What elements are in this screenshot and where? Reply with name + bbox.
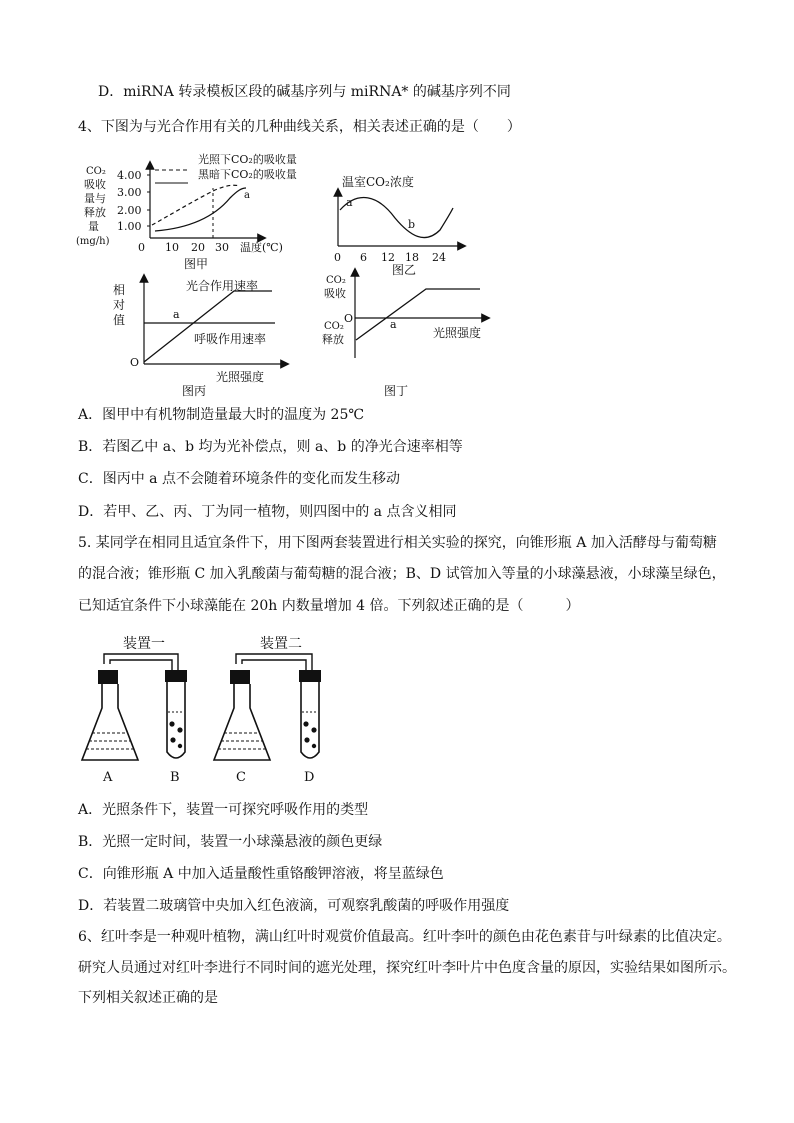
ding-bottom-label-2: 释放	[322, 333, 344, 346]
device-2	[214, 654, 321, 785]
q6-line2: 研究人员通过对红叶李进行不同时间的遮光处理，探究红叶李叶片中色度含量的原因，实验结果如图所示。	[78, 960, 736, 976]
q5-option-a: A．光照条件下，装置一可探究呼吸作用的类型	[78, 802, 369, 818]
yi-xtick-4: 24	[432, 251, 446, 264]
jia-xtick-3: 30	[215, 241, 229, 254]
figure-bing	[113, 278, 285, 398]
yi-xtick-0: 0	[334, 251, 341, 264]
stopper-b	[165, 670, 187, 682]
bing-curve-resp: 呼吸作用速率	[194, 332, 267, 346]
device-1	[82, 654, 187, 785]
jia-y-label-4: 释放	[84, 206, 106, 219]
jia-caption: 图甲	[184, 257, 209, 271]
jia-ytick-1: 1.00	[117, 220, 142, 233]
device2-label: 装置二	[260, 636, 302, 652]
yi-xtick-1: 6	[360, 251, 367, 264]
q5-stem-line1: 5. 某同学在相同且适宜条件下，用下图两套装置进行相关实验的探究，向锥形瓶 A 加入活酵母与葡萄糖	[78, 535, 717, 551]
jia-dark-curve	[155, 188, 246, 231]
ding-top-label-2: 吸收	[324, 287, 346, 300]
jia-xtick-1: 10	[165, 241, 179, 254]
jia-y-label-2: 吸收	[84, 178, 106, 191]
q6-line3: 下列相关叙述正确的是	[78, 990, 218, 1006]
yi-xtick-2: 12	[381, 251, 395, 264]
yi-title: 温室CO₂浓度	[342, 175, 414, 189]
ding-point-a: a	[390, 318, 397, 331]
ding-origin: O	[344, 312, 354, 325]
q4-option-a: A．图甲中有机物制造量最大时的温度为 25℃	[78, 407, 365, 423]
q4-option-d: D．若甲、乙、丙、丁为同一植物，则四图中的 a 点含义相同	[78, 504, 457, 520]
jia-y-label-1: CO₂	[86, 166, 106, 177]
yi-xtick-3: 18	[405, 251, 419, 264]
stopper-a	[98, 670, 118, 684]
stopper-c	[230, 670, 250, 684]
figure-ding	[322, 272, 486, 398]
jia-xtick-0: 0	[138, 241, 145, 254]
ding-caption: 图丁	[384, 384, 409, 398]
yi-caption: 图乙	[392, 263, 417, 277]
bing-curve-photo: 光合作用速率	[186, 279, 259, 293]
jia-legend-dark: 黑暗下CO₂的吸收量	[198, 168, 297, 181]
device1-label: 装置一	[123, 636, 165, 652]
label-d: D	[304, 770, 315, 785]
q4-stem: 4、下图为与光合作用有关的几种曲线关系，相关表述正确的是（ ）	[78, 119, 521, 135]
figure-jia	[76, 152, 297, 271]
bing-y-label-2: 对	[113, 298, 126, 312]
jia-ytick-4: 4.00	[117, 169, 142, 182]
q5-stem-line2: 的混合液；锥形瓶 C 加入乳酸菌与葡萄糖的混合液；B、D 试管加入等量的小球藻悬液，小球藻呈绿色，	[78, 566, 726, 582]
bing-x-label: 光照强度	[216, 370, 265, 384]
q5-stem-line3: 已知适宜条件下小球藻能在 20h 内数量增加 4 倍。下列叙述正确的是（ ）	[78, 598, 580, 614]
q4-option-b: B．若图乙中 a、b 均为光补偿点，则 a、b 的净光合速率相等	[78, 439, 463, 455]
yi-point-a: a	[346, 196, 353, 209]
q6-line1: 6、红叶李是一种观叶植物，满山红叶时观赏价值最高。红叶李叶的颜色由花色素苷与叶绿素的比值决定。	[78, 929, 731, 945]
yi-point-b: b	[408, 218, 416, 231]
figure-yi	[334, 174, 462, 277]
flask-a	[82, 684, 138, 760]
bing-point-a: a	[173, 308, 180, 321]
tube-d	[301, 682, 319, 758]
label-c: C	[236, 770, 246, 785]
ding-bottom-label-1: CO₂	[324, 321, 344, 332]
bing-origin: O	[130, 356, 140, 369]
bing-photo-line	[144, 291, 272, 362]
jia-point-a: a	[244, 190, 250, 201]
ding-curve	[356, 289, 480, 340]
q3-option-d: D．miRNA 转录模板区段的碱基序列与 miRNA* 的碱基序列不同	[98, 84, 511, 100]
jia-xtick-2: 20	[191, 241, 205, 254]
bing-y-label-3: 值	[113, 313, 126, 327]
label-b: B	[170, 770, 180, 785]
q5-option-b: B．光照一定时间，装置一小球藻悬液的颜色更绿	[78, 834, 383, 850]
jia-y-label-3: 量与	[84, 192, 106, 205]
jia-y-unit: (mg/h)	[76, 236, 110, 247]
stopper-d	[299, 670, 321, 682]
ding-top-label-1: CO₂	[326, 275, 346, 286]
jia-ytick-3: 3.00	[117, 186, 142, 199]
bing-caption: 图丙	[182, 384, 207, 398]
ding-x-label: 光照强度	[433, 326, 482, 340]
q5-option-c: C．向锥形瓶 A 中加入适量酸性重铬酸钾溶液，将呈蓝绿色	[78, 866, 444, 882]
jia-light-curve	[152, 185, 240, 225]
q5-option-d: D．若装置二玻璃管中央加入红色液滴，可观察乳酸菌的呼吸作用强度	[78, 898, 510, 914]
yi-curve	[340, 198, 453, 238]
jia-legend-light: 光照下CO₂的吸收量	[198, 153, 297, 166]
jia-ytick-2: 2.00	[117, 204, 142, 217]
tube-b	[167, 682, 185, 758]
bing-y-label-1: 相	[113, 283, 126, 297]
jia-x-label: 温度(℃)	[240, 241, 283, 254]
label-a: A	[103, 770, 113, 785]
flask-c	[214, 684, 270, 760]
jia-y-label-5: 量	[88, 220, 99, 233]
q4-option-c: C．图丙中 a 点不会随着环境条件的变化而发生移动	[78, 471, 400, 487]
